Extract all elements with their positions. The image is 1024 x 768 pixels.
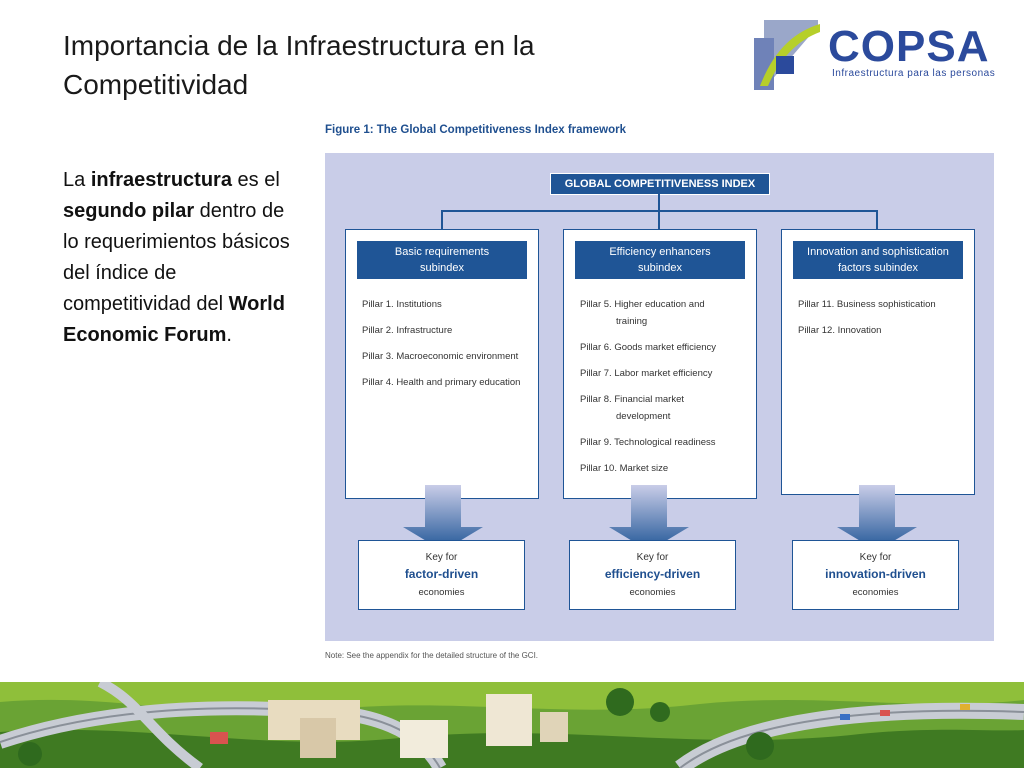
connector-right — [876, 210, 878, 230]
body-bold-infrastructure: infraestructura — [90, 169, 232, 191]
key-economies: economies — [852, 587, 899, 598]
pillar-text-cont: development — [616, 411, 671, 422]
figure-caption: Figure 1: The Global Competitiveness Index framework — [325, 124, 626, 136]
slide-title-line-1: Importancia de la Infraestructura en la — [63, 30, 535, 61]
gci-top-box: GLOBAL COMPETITIVENESS INDEX — [550, 173, 770, 195]
connector-middle — [658, 210, 660, 230]
pillar-12 — [798, 322, 966, 339]
pillar-list — [580, 296, 748, 486]
pillar-3 — [362, 348, 530, 365]
pillar-text: Pillar 8. Financial market — [580, 394, 685, 405]
pillar-6 — [580, 339, 748, 356]
pillar-text: Pillar 4. Health and primary education — [362, 377, 521, 388]
logo-wordmark: COPSA — [828, 22, 990, 71]
figure-note: Note: See the appendix for the detailed structure of the GCI. — [325, 651, 539, 660]
pillar-text-cont: training — [616, 316, 648, 327]
key-innovation-driven-box — [792, 540, 959, 610]
efficiency-enhancers-box — [563, 229, 757, 499]
header-line: Innovation and sophistication — [807, 246, 949, 258]
pillar-9 — [580, 434, 748, 451]
pillar-list — [362, 296, 530, 400]
pillar-text: Pillar 3. Macroeconomic environment — [362, 351, 519, 362]
pillar-text: Pillar 6. Goods market efficiency — [580, 342, 717, 353]
pillar-text: Pillar 5. Higher education and — [580, 299, 705, 310]
figure-panel — [325, 153, 994, 641]
slide-title — [63, 26, 683, 104]
body-bold-wef: World Economic Forum — [63, 293, 285, 346]
key-label: Key for — [636, 552, 669, 563]
header-line: Basic requirements — [394, 246, 490, 258]
innovation-box — [781, 229, 975, 495]
copsa-logo — [754, 20, 1006, 92]
pillar-text: Pillar 7. Labor market efficiency — [580, 368, 713, 379]
innovation-header — [793, 241, 963, 279]
basic-requirements-header — [357, 241, 527, 279]
pillar-11 — [798, 296, 966, 313]
key-label: Key for — [425, 552, 458, 563]
basic-requirements-box — [345, 229, 539, 499]
key-type: factor-driven — [404, 567, 479, 581]
pillar-text: Pillar 2. Infrastructure — [362, 325, 453, 336]
header-line: subindex — [419, 262, 465, 274]
body-paragraph — [63, 165, 293, 351]
body-text-2: es el — [231, 169, 280, 191]
pillar-text: Pillar 12. Innovation — [798, 325, 882, 336]
key-economies: economies — [418, 587, 465, 598]
body-text-4: . — [226, 324, 232, 346]
pillar-text: Pillar 11. Business sophistication — [798, 299, 936, 310]
body-bold-second-pillar: segundo pilar — [63, 200, 195, 222]
connector-vertical-main — [658, 194, 660, 211]
key-factor-driven-box — [358, 540, 525, 610]
pillar-4 — [362, 374, 530, 391]
body-text-1: La — [63, 169, 91, 191]
body-text-3: dentro de lo requerimientos básicos del índice de competitividad del — [63, 200, 290, 315]
key-efficiency-driven-box — [569, 540, 736, 610]
pillar-text: Pillar 1. Institutions — [362, 299, 442, 310]
pillar-list — [798, 296, 966, 348]
footer-landscape-illustration — [0, 682, 1024, 768]
key-type: efficiency-driven — [604, 567, 701, 581]
connector-left — [441, 210, 443, 230]
key-label: Key for — [859, 552, 892, 563]
pillar-8 — [580, 391, 748, 425]
key-economies: economies — [629, 587, 676, 598]
key-type: innovation-driven — [825, 567, 926, 581]
header-line: Efficiency enhancers — [609, 246, 711, 258]
slide-title-line-2: Competitividad — [63, 69, 249, 100]
pillar-7 — [580, 365, 748, 382]
logo-tagline: Infraestructura para las personas — [832, 68, 996, 79]
pillar-text: Pillar 10. Market size — [580, 463, 669, 474]
efficiency-enhancers-header — [575, 241, 745, 279]
header-line: factors subindex — [837, 262, 919, 274]
pillar-5 — [580, 296, 748, 330]
pillar-1 — [362, 296, 530, 313]
logo-mark-icon — [754, 20, 822, 90]
pillar-text: Pillar 9. Technological readiness — [580, 437, 716, 448]
pillar-2 — [362, 322, 530, 339]
pillar-10 — [580, 460, 748, 477]
header-line: subindex — [637, 262, 683, 274]
